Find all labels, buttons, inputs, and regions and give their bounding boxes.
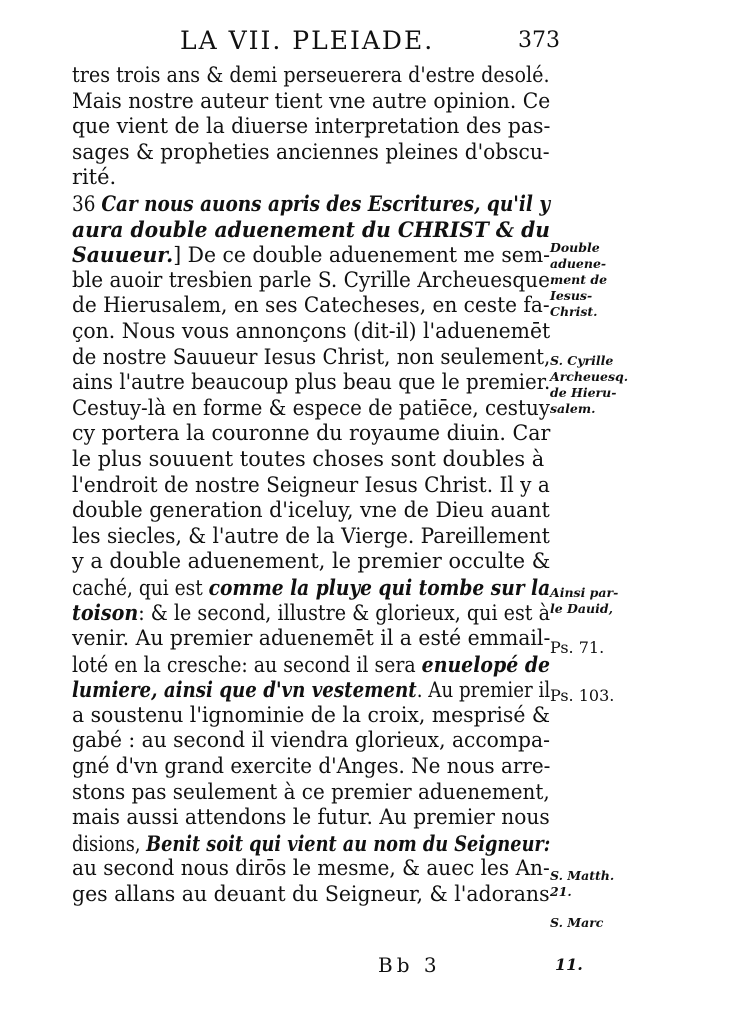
text-line (72, 549, 551, 575)
margin-note (550, 640, 635, 656)
text-line (72, 242, 551, 268)
margin-note-line: ment de (550, 272, 608, 287)
running-title: LA VII. PLEIADE. (180, 26, 435, 55)
text-line (72, 498, 550, 524)
text-segment: les siecles, & l'autre de la Vierge. Pareillement (72, 523, 550, 548)
text-segment: caché, qui est (72, 575, 209, 600)
text-segment: cy portera la couronne du royaume diuin. Car (72, 421, 551, 446)
italic-segment: comme la pluye qui tombe sur la (208, 574, 551, 600)
text-line (72, 677, 551, 703)
italic-segment: Sauueur. (72, 242, 174, 268)
text-segment: y a double aduenement, le premier occulte & (72, 549, 551, 574)
text-segment: rité. (72, 165, 117, 190)
text-line (72, 882, 550, 908)
page-header (180, 26, 560, 60)
text-line (72, 114, 551, 140)
text-segment: loté en la cresche: au second il sera (72, 652, 422, 677)
margin-note-line: Ainsi par- (550, 585, 619, 600)
margin-note-line: S. Marc (550, 915, 604, 930)
margin-note-line: salem. (550, 401, 596, 416)
text-line (72, 293, 550, 319)
margin-note-line: Christ. (550, 304, 598, 319)
margin-note-line: Double (550, 240, 600, 255)
text-line (72, 523, 550, 550)
italic-segment: Car nous auons apris des Escritures, qu'il y (101, 190, 551, 216)
text-segment: gabé : au second il viendra glorieux, accompa- (72, 728, 550, 753)
catchword: 11. (555, 955, 583, 974)
text-line (72, 139, 550, 166)
text-line (72, 651, 551, 678)
text-line (72, 626, 551, 652)
body-text (72, 63, 552, 908)
text-line (72, 216, 550, 243)
text-segment: sages & propheties anciennes pleines d'obscu- (72, 139, 550, 164)
margin-note (550, 353, 635, 417)
italic-segment: aura double aduenement du CHRIST & du (72, 216, 550, 242)
italic-segment: enuelopé de (421, 651, 551, 677)
text-segment: gné d'vn grand exercite d'Anges. Ne nous arre- (72, 754, 551, 779)
text-segment: . Au premier il (416, 678, 551, 703)
page-footer (0, 953, 739, 983)
text-segment: le plus souuent toutes choses sont doubles à (72, 446, 545, 471)
text-line (72, 421, 551, 447)
italic-segment: Benit soit qui vient au nom du Seigneur: (146, 830, 551, 856)
margin-note-line: S. Matth. (550, 868, 615, 883)
margin-note (550, 585, 635, 617)
text-segment: de Hierusalem, en ses Catecheses, en ceste fa- (72, 293, 550, 318)
text-line (72, 600, 550, 626)
text-line (72, 370, 551, 396)
text-segment: ains l'autre beaucoup plus beau que le premier. (72, 370, 551, 395)
text-line (72, 190, 551, 217)
text-segment: Mais nostre auteur tient vne autre opinion. Ce (72, 88, 551, 113)
text-segment: au second nous dirōs le mesme, & auec les An- (72, 856, 550, 881)
margin-note (550, 868, 635, 900)
text-segment: que vient de la diuerse interpretation des pas- (72, 114, 551, 139)
text-line (72, 779, 550, 806)
margin-note-line: le Dauid, (550, 601, 613, 616)
text-segment: ges allans au deuant du Seigneur, & l'adorans (72, 882, 550, 906)
text-segment: ] De ce double aduenement me sem- (173, 243, 551, 268)
text-segment: Cestuy-là en forme & espece de patiēce, cestuy (72, 395, 550, 420)
margin-note-line: 21. (550, 884, 572, 899)
margin-note-line: de Hieru- (550, 385, 617, 400)
text-line (72, 447, 550, 473)
text-line (72, 574, 551, 601)
italic-segment: toison (72, 600, 139, 626)
margin-note-line: Ps. 71. (550, 638, 605, 657)
text-segment: mais aussi attendons le futur. Au premier nous (72, 805, 550, 830)
text-line (72, 344, 551, 371)
text-segment: ble auoir tresbien parle S. Cyrille Archeuesque (72, 267, 550, 292)
text-segment: : & le second, illustre & glorieux, qui est à (138, 601, 550, 626)
text-line (72, 165, 550, 191)
margin-note-line: Ps. 103. (550, 686, 615, 705)
text-segment: l'endroit de nostre Seigneur Iesus Christ. Il y a (72, 472, 550, 497)
text-segment: çon. Nous vous annonçons (dit-il) l'aduenemēt (72, 318, 551, 343)
text-line (72, 830, 551, 857)
text-line (72, 702, 550, 729)
page-number: 373 (518, 28, 560, 53)
text-segment: de nostre Sauueur Iesus Christ, non seulement, (72, 344, 551, 369)
text-line (72, 754, 551, 780)
margin-note (550, 915, 635, 931)
margin-note (550, 688, 635, 704)
text-segment: disions, (72, 831, 147, 856)
margin-note-line: Archeuesq. (550, 369, 629, 384)
text-line (72, 728, 550, 754)
text-line (72, 856, 550, 882)
margin-note-line: Iesus- (550, 288, 593, 303)
text-segment: double generation d'iceluy, vne de Dieu auant (72, 498, 550, 523)
text-line (72, 267, 550, 294)
text-line (72, 472, 550, 499)
text-segment: a soustenu l'ignominie de la croix, mesprisé & (72, 702, 550, 727)
margin-note (550, 240, 635, 320)
margin-note-line: aduene- (550, 256, 607, 271)
text-line (72, 395, 550, 422)
signature-mark: Bb 3 (378, 953, 441, 977)
text-segment: 36 (72, 191, 102, 216)
text-line (72, 318, 551, 345)
text-line (72, 63, 550, 89)
margin-note-line: S. Cyrille (550, 353, 614, 368)
text-segment: tres trois ans & demi perseuerera d'estre desolé. (72, 63, 550, 87)
text-segment: stons pas seulement à ce premier aduenement, (72, 779, 550, 804)
text-segment: venir. Au premier aduenemēt il a esté emmail- (72, 626, 551, 651)
text-line (72, 88, 551, 115)
italic-segment: lumiere, ainsi que d'vn vestement (72, 677, 417, 703)
text-line (72, 805, 550, 831)
